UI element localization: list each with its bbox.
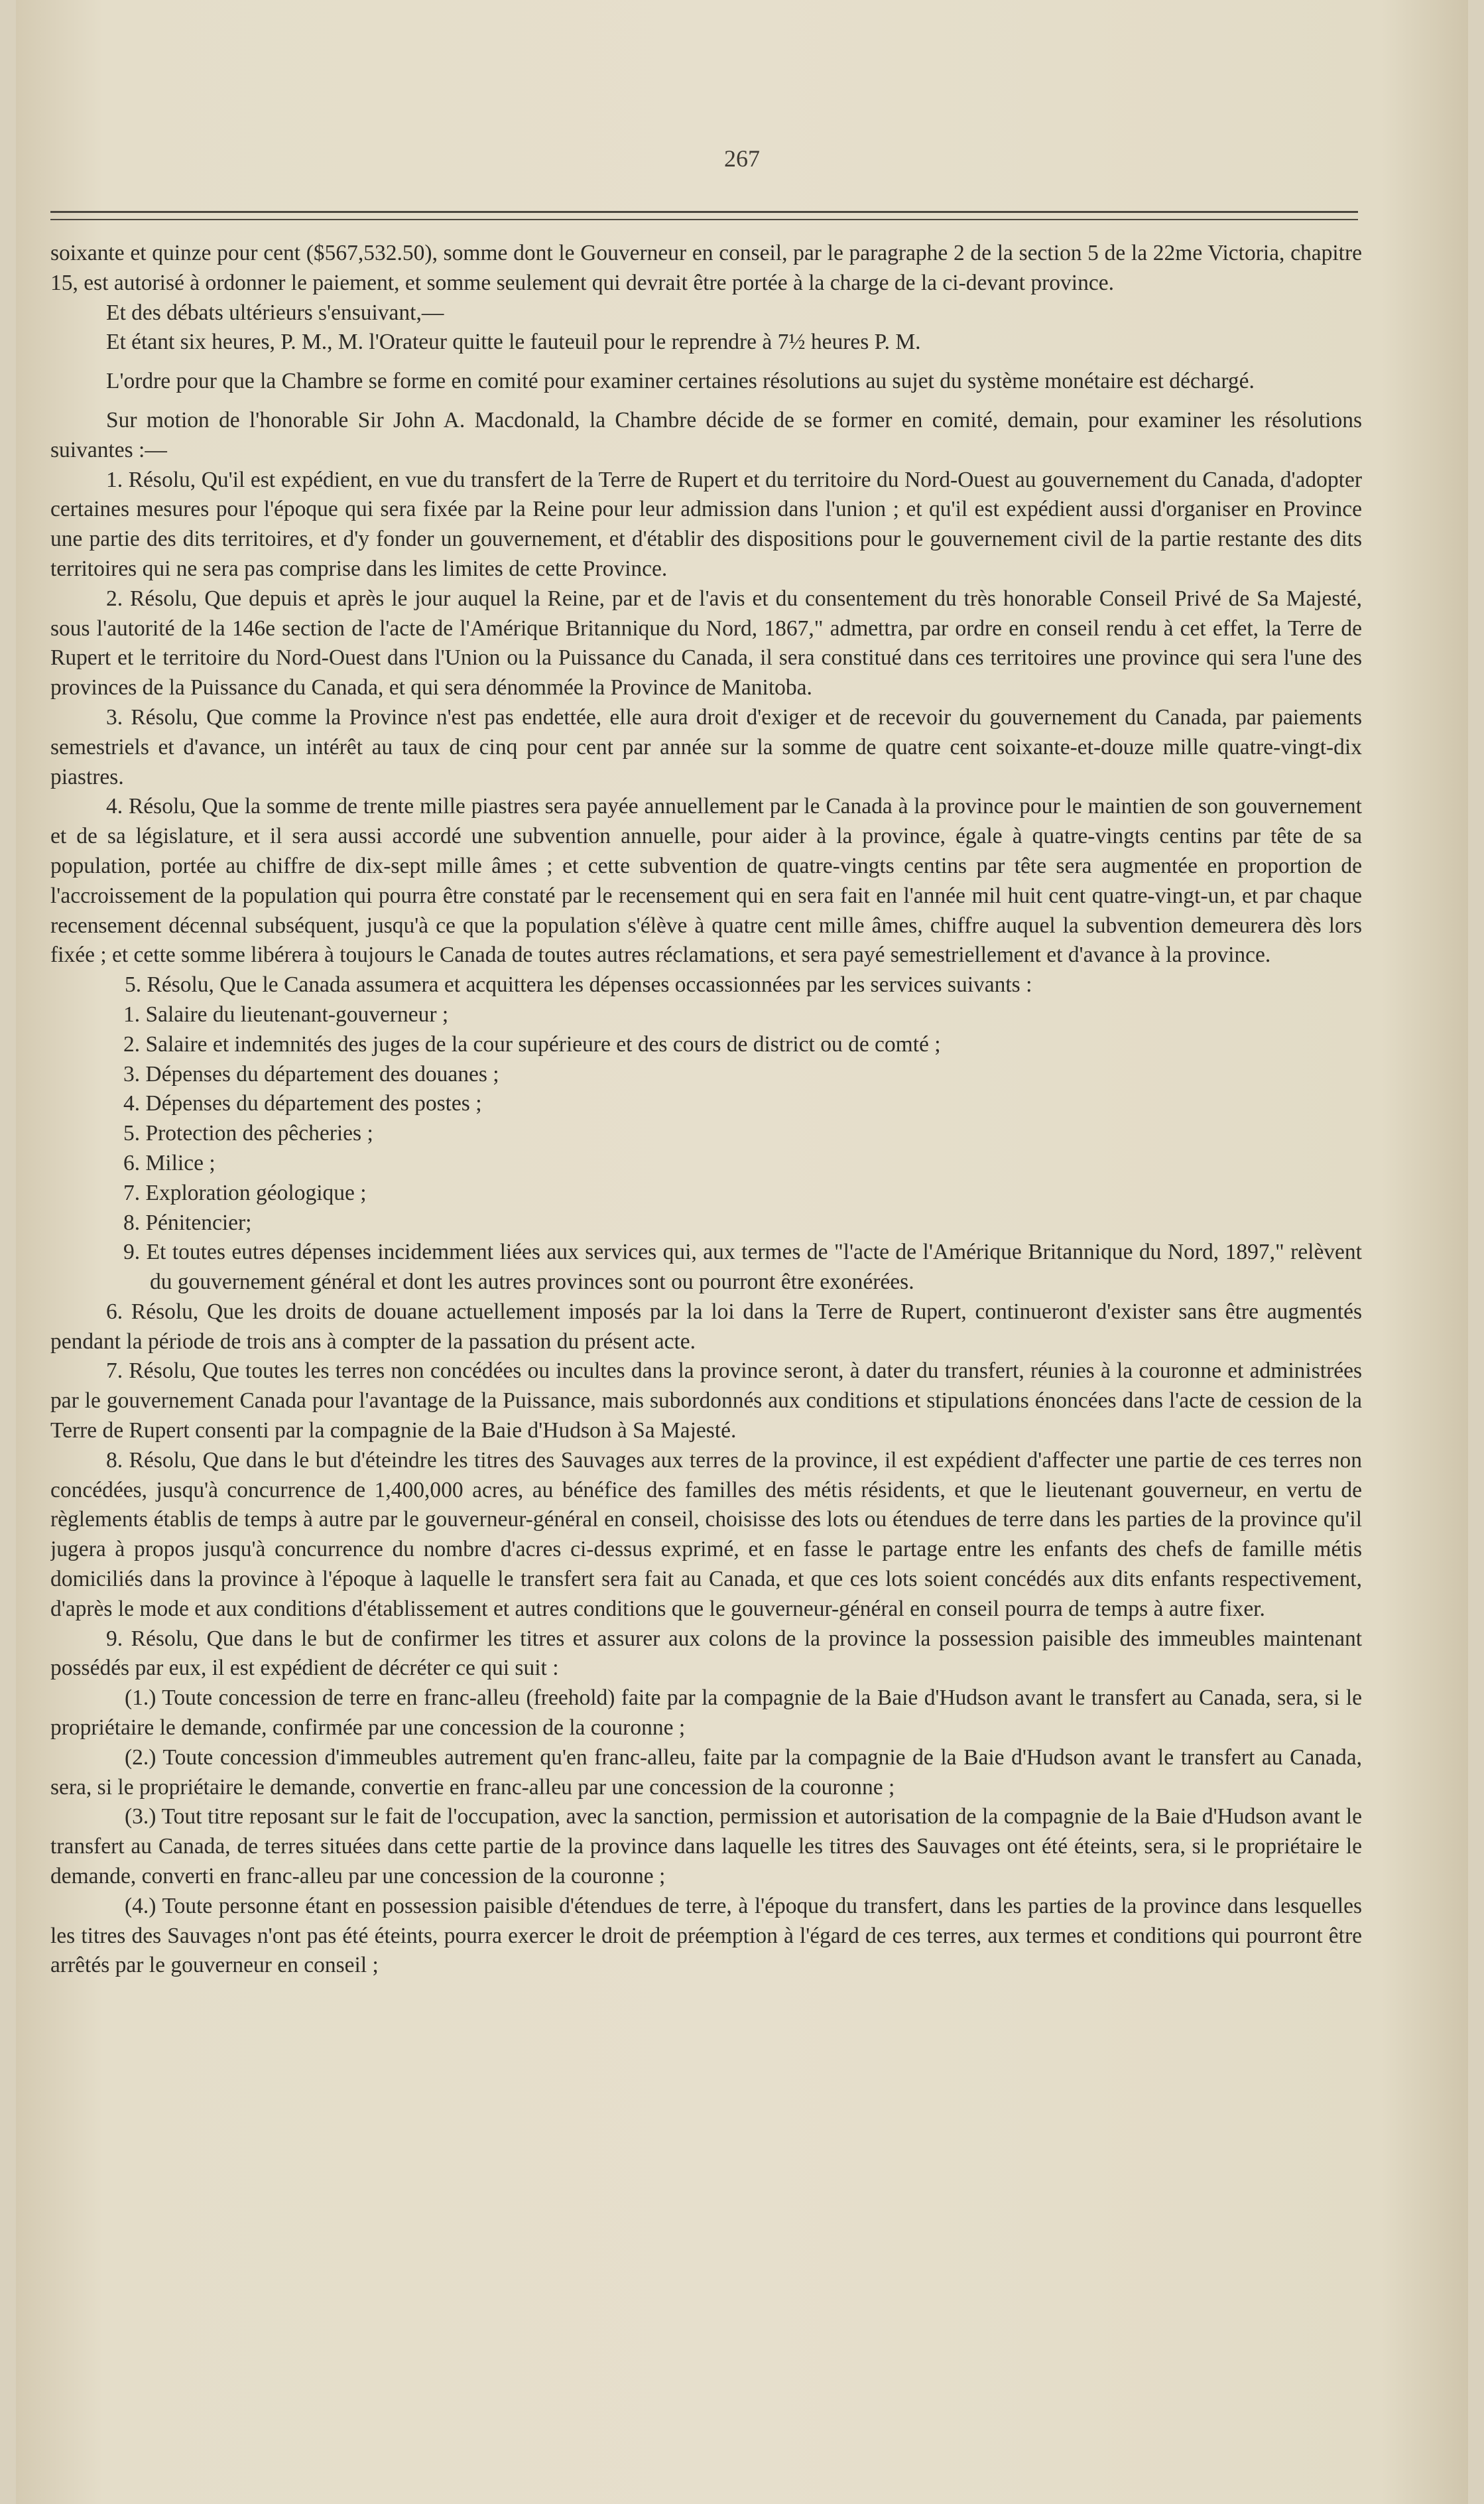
resolution-3: 3. Résolu, Que comme la Province n'est pas endettée, elle aura droit d'exiger et de recevoir du gouvernement du Canada, par paiements semestriels et d'avance, un intérêt au taux de cinq pour cent par année sur la somme de quatre cent soixante-et-douze mille quatre-vingt-dix piastres.	[50, 704, 1362, 789]
list-item: 2. Salaire et indemnités des juges de la cour supérieure et des cours de district ou de comté ;	[123, 1031, 941, 1057]
sub-item: (4.) Toute personne étant en possession paisible d'étendues de terre, à l'époque du transfert, dans les parties de la province dans lesquelles les titres des Sauvages n'ont pas été éteints, pourra exercer le droit de préemption à l'égard de ces terres, aux termes et conditions qui pourront être arrêtés par le gouverneur en conseil ;	[50, 1893, 1362, 1978]
resolution-1: 1. Résolu, Qu'il est expédient, en vue du transfert de la Terre de Rupert et du territoire du Nord-Ouest au gouvernement du Canada, d'adopter certaines mesures pour l'époque qui sera fixée par la Reine pour leur admission dans l'union ; et qu'il est expédient aussi d'organiser en Province une partie des dits territoires, et d'y fonder un gouvernement, et d'établir des dispositions pour le gouvernement civil de la partie restante des dits territoires qui ne sera pas comprise dans les limites de cette Province.	[50, 467, 1362, 581]
list-item: 3. Dépenses du département des douanes ;	[123, 1061, 499, 1087]
resolution-8: 8. Résolu, Que dans le but d'éteindre les titres des Sauvages aux terres de la province, il est expédient d'affecter une partie de ces terres non concédées, jusqu'à concurrence de 1,400,000 acres, au bénéfice des familles des métis résidents, et que le lieutenant gouverneur, en vertu de règlements établis de temps à autre par le gouverneur-général en conseil, choisisse des lots ou étendues de terre dans les parties de la province qu'il jugera à propos jusqu'à concurrence du nombre d'acres ci-dessus exprimé, et en fasse le partage entre les enfants des chefs de famille métis domiciliés dans la province à l'époque à laquelle le transfert sera fait au Canada, et que ces lots soient concédés aux dits enfants respectivement, d'après le mode et aux conditions d'établissement et autres conditions que le gouverneur-général en conseil pourra de temps à autre fixer.	[50, 1447, 1362, 1621]
page-number: 267	[724, 145, 760, 172]
list-item: 5. Protection des pêcheries ;	[123, 1121, 373, 1146]
body-text	[50, 239, 1362, 2481]
resolution-6: 6. Résolu, Que les droits de douane actuellement imposés par la loi dans la Terre de Rupert, continueront d'exister sans être augmentés pendant la période de trois ans à compter de la passation du présent acte.	[50, 1299, 1362, 1354]
sub-item: (2.) Toute concession d'immeubles autrement qu'en franc-alleu, faite par la compagnie de la Baie d'Hudson avant le transfert au Canada, sera, si le propriétaire le demande, convertie en franc-alleu par une concession de la couronne ;	[50, 1745, 1362, 1800]
paragraph: L'ordre pour que la Chambre se forme en comité pour examiner certaines résolutions au sujet du système monétaire est déchargé.	[106, 369, 1255, 394]
header-rule-thin	[50, 219, 1358, 220]
header-rule	[50, 211, 1358, 213]
paragraph: Sur motion de l'honorable Sir John A. Macdonald, la Chambre décide de se former en comité, demain, pour examiner les résolutions suivantes :—	[50, 407, 1362, 462]
sub-item: (1.) Toute concession de terre en franc-alleu (freehold) faite par la compagnie de la Baie d'Hudson avant le transfert au Canada, sera, si le propriétaire le demande, confirmée par une concession de la couronne ;	[50, 1685, 1362, 1741]
list-item: 1. Salaire du lieutenant-gouverneur ;	[123, 1002, 449, 1027]
paragraph: Et étant six heures, P. M., M. l'Orateur quitte le fauteuil pour le reprendre à 7½ heures P. M.	[106, 330, 921, 355]
paragraph: soixante et quinze pour cent ($567,532.50), somme dont le Gouverneur en conseil, par le paragraphe 2 de la section 5 de la 22me Victoria, chapitre 15, est autorisé à ordonner le paiement, et somme seulement qui devrait être portée à la charge de la ci-devant province.	[50, 241, 1362, 295]
resolution-9: 9. Résolu, Que dans le but de confirmer les titres et assurer aux colons de la province la possession paisible des immeubles maintenant possédés par eux, il est expédient de décréter ce qui suit :	[50, 1626, 1362, 1681]
list-item: 6. Milice ;	[123, 1150, 216, 1175]
resolution-4: 4. Résolu, Que la somme de trente mille piastres sera payée annuellement par le Canada à la province pour le maintien de son gouvernement et de sa législature, et il sera aussi accordé une subvention annuelle, pour aider à la province, égale à quatre-vingts centins par tête de sa population, portée au chiffre de dix-sept mille âmes ; et cette subvention de quatre-vingts centins par tête sera augmentée en proportion de l'accroissement de la population qui pourra être constaté par le recensement qui en sera fait en l'année mil huit cent quatre-vingt-un, et par chaque recensement décennal subséquent, jusqu'à ce que la population s'élève à quatre cent mille âmes, chiffre auquel la subvention demeurera dès lors fixée ; et cette somme libérera à toujours le Canada de toutes autres réclamations, et sera payé semestriellement et d'avance à la province.	[50, 794, 1362, 968]
resolution-7: 7. Résolu, Que toutes les terres non concédées ou incultes dans la province seront, à dater du transfert, réunies à la couronne et administrées par le gouvernement Canada pour l'avantage de la Puissance, mais subordonnés aux conditions et stipulations énoncées dans l'acte de cession de la Terre de Rupert consenti par la compagnie de la Baie d'Hudson à Sa Majesté.	[50, 1358, 1362, 1443]
list-item: 9. Et toutes eutres dépenses incidemment liées aux services qui, aux termes de "l'acte de l'Amérique Britannique du Nord, 1897," relèvent du gouvernement général et dont les autres provinces sont ou pourront être exonérées.	[123, 1240, 1362, 1295]
list-item: 7. Exploration géologique ;	[123, 1180, 367, 1205]
list-item: 8. Pénitencier;	[123, 1210, 252, 1235]
sub-item: (3.) Tout titre reposant sur le fait de l'occupation, avec la sanction, permission et autorisation de la compagnie de la Baie d'Hudson avant le transfert au Canada, de terres situées dans cette partie de la province dans laquelle les titres des Sauvages ont été éteints, sera, si le propriétaire le demande, converti en franc-alleu par une concession de la couronne ;	[50, 1804, 1362, 1889]
resolution-5: 5. Résolu, Que le Canada assumera et acquittera les dépenses occassionnées par les services suivants :	[125, 972, 1032, 998]
document-page	[16, 0, 1468, 2504]
paragraph: Et des débats ultérieurs s'ensuivant,—	[106, 300, 444, 325]
resolution-2: 2. Résolu, Que depuis et après le jour auquel la Reine, par et de l'avis et du consentement du très honorable Conseil Privé de Sa Majesté, sous l'autorité de la 146e section de l'acte de l'Amérique Britannique du Nord, 1867," admettra, par ordre en conseil rendu à cet effet, la Terre de Rupert et le territoire du Nord-Ouest dans l'Union ou la Puissance du Canada, il sera constitué dans ces territoires une province qui sera l'une des provinces de la Puissance du Canada, et qui sera dénommée la Province de Manitoba.	[50, 586, 1362, 700]
list-item: 4. Dépenses du département des postes ;	[123, 1091, 482, 1116]
